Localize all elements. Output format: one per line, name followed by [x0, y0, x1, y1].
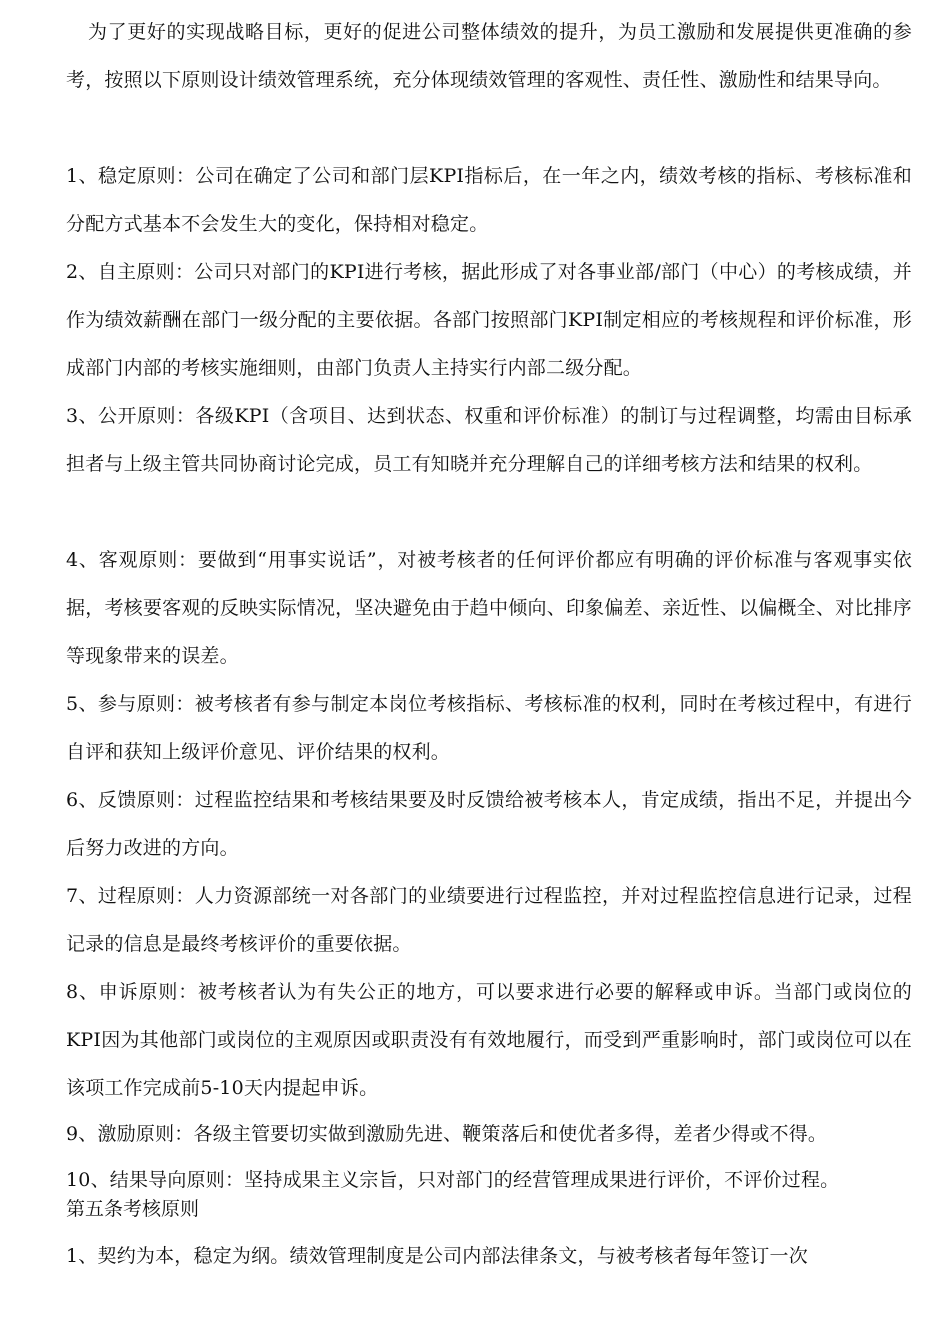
principle-result-oriented: 10、结果导向原则：坚持成果主义宗旨，只对部门的经营管理成果进行评价，不评价过程。: [66, 1169, 840, 1191]
section-heading: 第五条考核原则: [66, 1198, 200, 1220]
principle-objectivity: 4、客观原则：要做到“用事实说话”，对被考核者的任何评价都应有明确的评价标准与客观事实依据，考核要客观的反映实际情况，坚决避免由于趋中倾向、印象偏差、亲近性、以偏概全、对比排序等现象带来的误差。: [66, 549, 912, 667]
principle-stability: 1、稳定原则：公司在确定了公司和部门层KPI指标后，在一年之内，绩效考核的指标、考核标准和分配方式基本不会发生大的变化，保持相对稳定。: [66, 165, 912, 235]
principle-appeal: 8、申诉原则：被考核者认为有失公正的地方，可以要求进行必要的解释或申诉。当部门或岗位的KPI因为其他部门或岗位的主观原因或职责没有有效地履行，而受到严重影响时，部门或岗位可以在该项工作完成前5-10天内提起申诉。: [66, 981, 912, 1099]
intro-paragraph: 为了更好的实现战略目标，更好的促进公司整体绩效的提升，为员工激励和发展提供更准确的参考，按照以下原则设计绩效管理系统，充分体现绩效管理的客观性、责任性、激励性和结果导向。: [66, 21, 912, 91]
principle-incentive: 9、激励原则：各级主管要切实做到激励先进、鞭策落后和使优者多得，差者少得或不得。: [66, 1123, 828, 1145]
principle-process: 7、过程原则：人力资源部统一对各部门的业绩要进行过程监控，并对过程监控信息进行记录，过程记录的信息是最终考核评价的重要依据。: [66, 885, 912, 955]
principle-participation: 5、参与原则：被考核者有参与制定本岗位考核指标、考核标准的权利，同时在考核过程中，有进行自评和获知上级评价意见、评价结果的权利。: [66, 693, 912, 763]
principle-openness: 3、公开原则：各级KPI（含项目、达到状态、权重和评价标准）的制订与过程调整，均需由目标承担者与上级主管共同协商讨论完成，员工有知晓并充分理解自己的详细考核方法和结果的权利。: [66, 405, 912, 475]
principle-autonomy: 2、自主原则：公司只对部门的KPI进行考核，据此形成了对各事业部/部门（中心）的考核成绩，并作为绩效薪酬在部门一级分配的主要依据。各部门按照部门KPI制定相应的考核规程和评价标准，形成部门内部的考核实施细则，由部门负责人主持实行内部二级分配。: [66, 261, 912, 379]
section-item-1: 1、契约为本，稳定为纲。绩效管理制度是公司内部法律条文，与被考核者每年签订一次: [66, 1245, 808, 1267]
principle-feedback: 6、反馈原则：过程监控结果和考核结果要及时反馈给被考核本人，肯定成绩，指出不足，并提出今后努力改进的方向。: [66, 789, 912, 859]
